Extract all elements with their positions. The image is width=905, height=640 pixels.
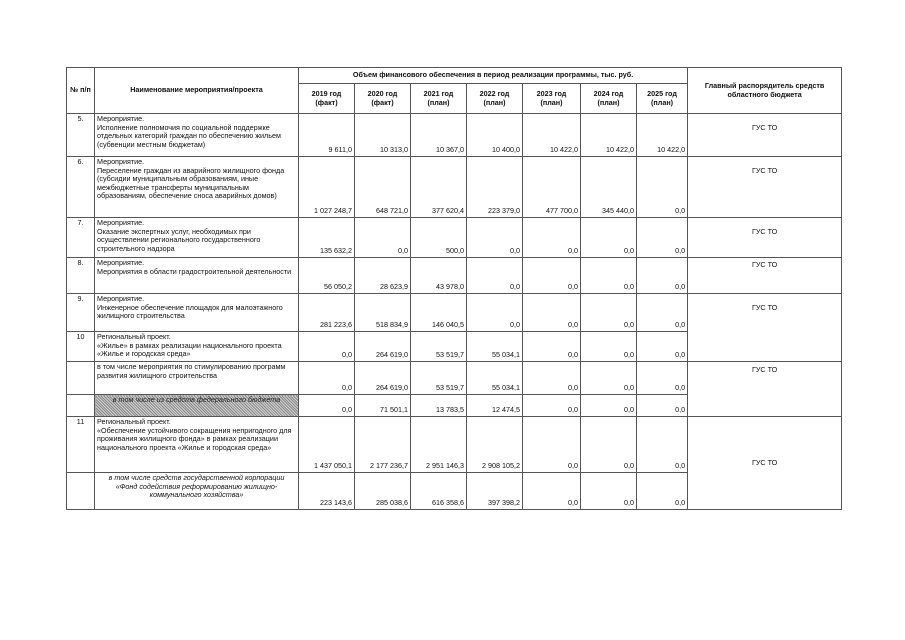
value-2023: 0,0 <box>523 473 581 510</box>
row-name: Мероприятие. Исполнение полномочия по социальной поддержке отдельных категорий граждан по обеспечению жильем (субвенции местным бюджетам) <box>95 114 299 157</box>
value-2021: 2 951 146,3 <box>411 417 467 473</box>
value-2020: 0,0 <box>355 218 411 258</box>
row-name: Мероприятие. Мероприятия в области градостроительной деятельности <box>95 258 299 294</box>
value-2022: 0,0 <box>467 218 523 258</box>
value-2019: 1 437 050,1 <box>299 417 355 473</box>
responsible-cell: ГУС ТО <box>688 417 842 510</box>
value-2021: 146 040,5 <box>411 294 467 332</box>
value-2023: 477 700,0 <box>523 157 581 218</box>
value-2025: 0,0 <box>637 332 688 362</box>
row-number-empty <box>67 362 95 395</box>
row-name: Региональный проект. «Жилье» в рамках реализации национального проекта «Жилье и городская среда» <box>95 332 299 362</box>
value-2020: 264 619,0 <box>355 362 411 395</box>
value-2025: 0,0 <box>637 395 688 417</box>
value-2025: 0,0 <box>637 157 688 218</box>
value-2024: 0,0 <box>581 417 637 473</box>
header-responsible: Главный распорядитель средств областного бюджета <box>688 68 842 114</box>
value-2022: 0,0 <box>467 294 523 332</box>
header-year-2019: 2019 год (факт) <box>299 84 355 114</box>
value-2020: 2 177 236,7 <box>355 417 411 473</box>
value-2020: 10 313,0 <box>355 114 411 157</box>
value-2025: 0,0 <box>637 258 688 294</box>
value-2022: 55 034,1 <box>467 332 523 362</box>
value-2019: 135 632,2 <box>299 218 355 258</box>
value-2023: 0,0 <box>523 362 581 395</box>
row-number-empty <box>67 395 95 417</box>
row-name: Региональный проект. «Обеспечение устойчивого сокращения непригодного для проживания жилищного фонда» в рамках реализации национального проекта «Жилье и городская среда» <box>95 417 299 473</box>
header-no: № п/п <box>67 68 95 114</box>
table-row-5 <box>67 114 842 157</box>
responsible-cell: ГУС ТО <box>688 294 842 362</box>
value-2021: 43 978,0 <box>411 258 467 294</box>
value-2019: 0,0 <box>299 362 355 395</box>
value-2019: 9 611,0 <box>299 114 355 157</box>
value-2019: 281 223,6 <box>299 294 355 332</box>
value-2020: 648 721,0 <box>355 157 411 218</box>
header-name: Наименование мероприятия/проекта <box>95 68 299 114</box>
value-2025: 0,0 <box>637 218 688 258</box>
value-2020: 518 834,9 <box>355 294 411 332</box>
header-year-2024: 2024 год (план) <box>581 84 637 114</box>
value-2022: 397 398,2 <box>467 473 523 510</box>
value-2019: 1 027 248,7 <box>299 157 355 218</box>
row-name: в том числе мероприятия по стимулированию программ развития жилищного строительства <box>95 362 299 395</box>
value-2021: 13 783,5 <box>411 395 467 417</box>
value-2021: 500,0 <box>411 218 467 258</box>
value-2023: 0,0 <box>523 294 581 332</box>
value-2022: 0,0 <box>467 258 523 294</box>
row-number: 11 <box>67 417 95 473</box>
value-2020: 285 038,6 <box>355 473 411 510</box>
row-number: 8. <box>67 258 95 294</box>
row-number: 10 <box>67 332 95 362</box>
row-name: Мероприятие. Переселение граждан из аварийного жилищного фонда (субсидии муниципальным образованиям, иные межбюджетные трансферты муниципальным образованиям, обеспечение сноса аварийных домов) <box>95 157 299 218</box>
value-2025: 10 422,0 <box>637 114 688 157</box>
value-2021: 53 519,7 <box>411 332 467 362</box>
value-2023: 0,0 <box>523 417 581 473</box>
value-2021: 616 358,6 <box>411 473 467 510</box>
value-2019: 223 143,6 <box>299 473 355 510</box>
header-year-2020: 2020 год (факт) <box>355 84 411 114</box>
value-2024: 345 440,0 <box>581 157 637 218</box>
responsible-cell: ГУС ТО <box>688 362 842 417</box>
value-2024: 10 422,0 <box>581 114 637 157</box>
header-year-2021: 2021 год (план) <box>411 84 467 114</box>
responsible-cell: ГУС ТО <box>688 258 842 294</box>
value-2023: 10 422,0 <box>523 114 581 157</box>
table-row-10-sub1 <box>67 362 842 395</box>
value-2019: 0,0 <box>299 332 355 362</box>
value-2021: 10 367,0 <box>411 114 467 157</box>
value-2020: 264 619,0 <box>355 332 411 362</box>
row-number: 5. <box>67 114 95 157</box>
value-2024: 0,0 <box>581 362 637 395</box>
value-2023: 0,0 <box>523 395 581 417</box>
table-row-7 <box>67 218 842 258</box>
table-row-11 <box>67 417 842 473</box>
responsible-cell: ГУС ТО <box>688 114 842 157</box>
value-2023: 0,0 <box>523 218 581 258</box>
value-2022: 2 908 105,2 <box>467 417 523 473</box>
value-2020: 71 501,1 <box>355 395 411 417</box>
value-2022: 223 379,0 <box>467 157 523 218</box>
responsible-cell: ГУС ТО <box>688 218 842 258</box>
value-2024: 0,0 <box>581 258 637 294</box>
header-year-2023: 2023 год (план) <box>523 84 581 114</box>
value-2019: 56 050,2 <box>299 258 355 294</box>
row-number: 6. <box>67 157 95 218</box>
value-2025: 0,0 <box>637 417 688 473</box>
value-2019: 0,0 <box>299 395 355 417</box>
value-2025: 0,0 <box>637 362 688 395</box>
financing-table <box>66 67 842 510</box>
value-2025: 0,0 <box>637 473 688 510</box>
value-2024: 0,0 <box>581 395 637 417</box>
value-2021: 53 519,7 <box>411 362 467 395</box>
value-2023: 0,0 <box>523 332 581 362</box>
value-2022: 10 400,0 <box>467 114 523 157</box>
header-volume: Объем финансового обеспечения в период реализации программы, тыс. руб. <box>299 68 688 84</box>
value-2024: 0,0 <box>581 218 637 258</box>
value-2024: 0,0 <box>581 473 637 510</box>
header-row-top <box>67 68 842 84</box>
header-year-2025: 2025 год (план) <box>637 84 688 114</box>
table-row-9 <box>67 294 842 332</box>
header-year-2022: 2022 год (план) <box>467 84 523 114</box>
value-2021: 377 620,4 <box>411 157 467 218</box>
row-name-federal: в том числе из средств федерального бюджета <box>95 395 299 417</box>
row-number: 7. <box>67 218 95 258</box>
row-name-corporation: в том числе средств государственной корпорации «Фонд содействия реформированию жилищно-коммунального хозяйства» <box>95 473 299 510</box>
value-2024: 0,0 <box>581 332 637 362</box>
value-2022: 12 474,5 <box>467 395 523 417</box>
value-2022: 55 034,1 <box>467 362 523 395</box>
value-2023: 0,0 <box>523 258 581 294</box>
row-number: 9. <box>67 294 95 332</box>
row-name: Мероприятие. Инженерное обеспечение площадок для малоэтажного жилищного строительства <box>95 294 299 332</box>
responsible-cell: ГУС ТО <box>688 157 842 218</box>
row-number-empty <box>67 473 95 510</box>
table-row-6 <box>67 157 842 218</box>
row-name: Мероприятие. Оказание экспертных услуг, необходимых при осуществлении регионального государственного строительного надзора <box>95 218 299 258</box>
value-2025: 0,0 <box>637 294 688 332</box>
value-2024: 0,0 <box>581 294 637 332</box>
value-2020: 28 623,9 <box>355 258 411 294</box>
table-row-8 <box>67 258 842 294</box>
